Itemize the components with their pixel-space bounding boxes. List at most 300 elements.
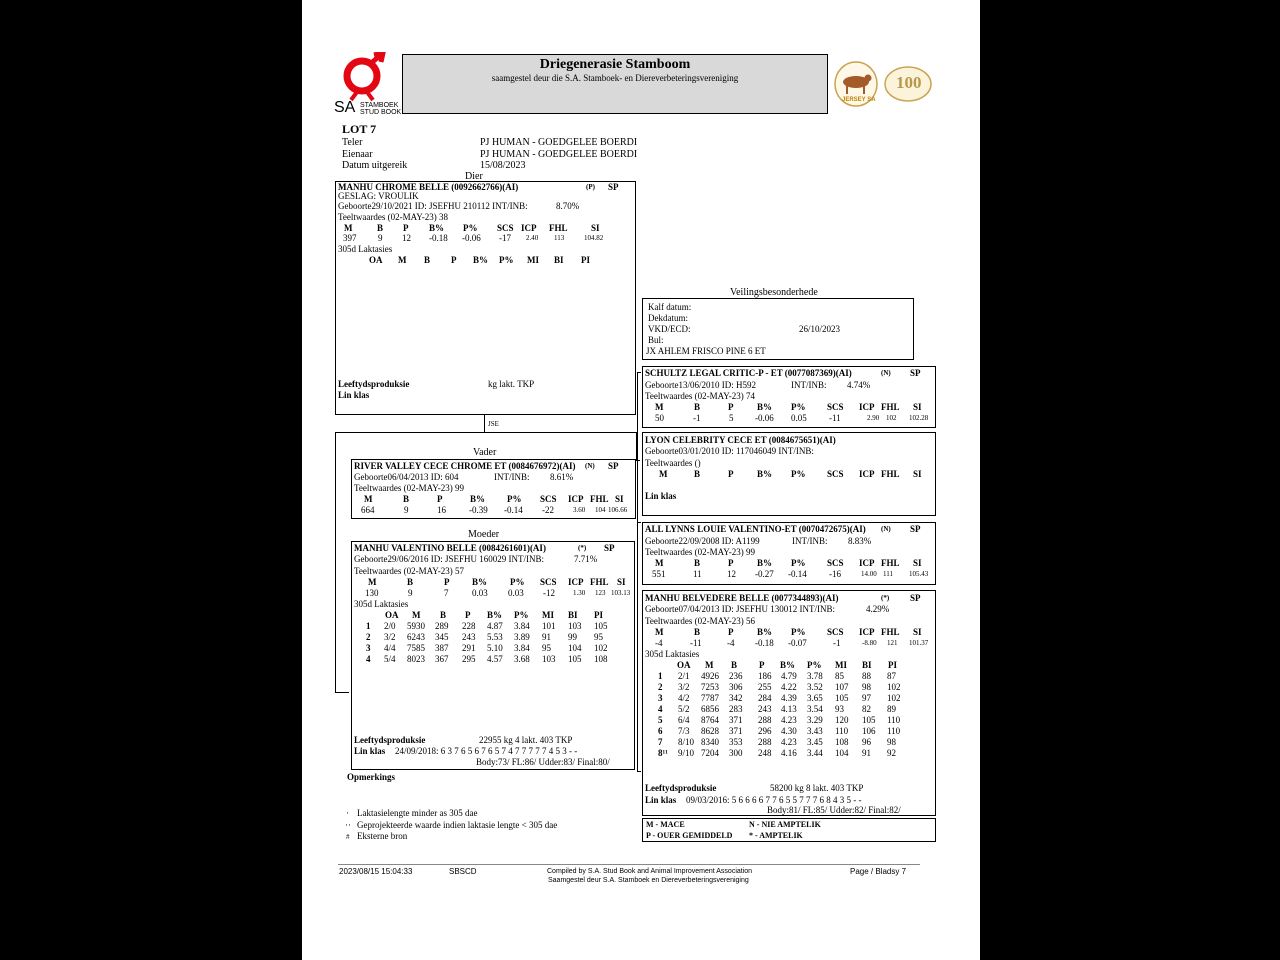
- mv-birth: Geboorte22/09/2008 ID: A1199: [645, 536, 760, 546]
- mm-lakt-title: 305d Laktasies: [645, 649, 700, 659]
- lakt-header: B: [731, 660, 738, 670]
- footer-page: Page / Bladsy 7: [850, 867, 907, 876]
- lakt-cell: 3.29: [807, 715, 823, 725]
- bv-header: P: [444, 577, 450, 587]
- vader-inb-label: INT/INB:: [494, 472, 530, 482]
- bv-header: M: [344, 223, 353, 233]
- bv-value: -4: [727, 638, 735, 648]
- lakt-header: MI: [542, 610, 554, 620]
- dier-lin-label: Lin klas: [338, 390, 370, 400]
- lakt-cell: 4.39: [781, 693, 797, 703]
- vv-flag-sp: SP: [910, 368, 921, 378]
- bv-header: SCS: [540, 494, 557, 504]
- footnote-symbol: ··: [345, 820, 351, 830]
- lakt-cell: 4/2: [678, 693, 690, 703]
- bv-header: B%: [757, 402, 773, 412]
- bv-header: SI: [913, 558, 922, 568]
- bv-value: 105.43: [909, 570, 929, 578]
- lakt-cell: 102: [887, 682, 901, 692]
- dier-section-label: Dier: [465, 171, 483, 182]
- lakt-cell: 306: [729, 682, 743, 692]
- footer-compiled-en: Compiled by S.A. Stud Book and Animal Improvement Association: [547, 868, 753, 875]
- vv-birth: Geboorte13/06/2010 ID: H592: [645, 380, 756, 390]
- mm-flag-sp: SP: [910, 593, 921, 603]
- lakt-cell: 4926: [701, 671, 719, 681]
- bv-value: 106.66: [608, 506, 628, 514]
- lakt-header: B: [424, 255, 431, 265]
- veiling-vkd-label: VKD/ECD:: [648, 324, 691, 334]
- bv-value: 123: [595, 589, 606, 597]
- veiling-dek: Dekdatum:: [648, 313, 688, 323]
- lakt-cell: 5930: [407, 621, 425, 631]
- lakt-cell: 3.78: [807, 671, 823, 681]
- mm-name: MANHU BELVEDERE BELLE (0077344893)(AI): [645, 593, 839, 603]
- lakt-cell: 3.68: [514, 654, 530, 664]
- bv-value: -0.14: [788, 569, 807, 579]
- lakt-cell: 5/2: [678, 704, 690, 714]
- teler-value: PJ HUMAN - GOEDGELEE BOERDI: [480, 137, 638, 148]
- lakt-cell: 3: [366, 643, 371, 653]
- bv-value: -12: [543, 588, 555, 598]
- lakt-cell: 8340: [701, 737, 719, 747]
- lakt-header: PI: [581, 255, 590, 265]
- lakt-cell: 110: [887, 726, 901, 736]
- vm-teeltwaardes: Teeltwaardes (): [645, 458, 701, 468]
- lakt-cell: 8764: [701, 715, 719, 725]
- dier-geslag: GESLAG: VROULIK: [338, 191, 419, 201]
- lakt-header: P%: [807, 660, 822, 670]
- bv-value: 12: [727, 569, 736, 579]
- lakt-cell: 8¹¹: [658, 748, 668, 758]
- lakt-cell: 107: [835, 682, 849, 692]
- footer-rule: [338, 864, 920, 865]
- lakt-header: BI: [568, 610, 578, 620]
- bv-header: P: [728, 558, 734, 568]
- bv-header: B%: [429, 223, 445, 233]
- moeder-name: MANHU VALENTINO BELLE (0084261601)(AI): [354, 543, 546, 553]
- bv-value: -0.18: [755, 638, 774, 648]
- lakt-cell: 288: [758, 737, 772, 747]
- bv-value: 2.40: [526, 234, 539, 242]
- lakt-cell: 8023: [407, 654, 425, 664]
- bv-value: 0.03: [508, 588, 524, 598]
- lakt-cell: 296: [758, 726, 772, 736]
- lakt-cell: 105: [835, 693, 849, 703]
- lakt-cell: 110: [887, 715, 901, 725]
- moeder-inb: 7.71%: [574, 554, 598, 564]
- lakt-cell: 6243: [407, 632, 425, 642]
- lakt-cell: 228: [462, 621, 476, 631]
- lakt-cell: 3: [658, 693, 663, 703]
- lakt-cell: 4.23: [781, 715, 797, 725]
- lakt-cell: 3.44: [807, 748, 823, 758]
- lakt-cell: 96: [862, 737, 871, 747]
- bv-header: ICP: [859, 627, 875, 637]
- bv-header: ICP: [568, 494, 584, 504]
- legend-box: [642, 818, 936, 842]
- jersey-sa-text: JERSEY SA: [842, 97, 876, 103]
- bv-header: ICP: [859, 402, 875, 412]
- lakt-cell: 8628: [701, 726, 719, 736]
- lakt-cell: 108: [594, 654, 608, 664]
- lakt-cell: 243: [462, 632, 476, 642]
- vader-section-label: Vader: [473, 447, 497, 458]
- dier-teeltwaardes: Teeltwaardes (02-MAY-23) 38: [338, 212, 449, 222]
- bv-value: 397: [343, 233, 357, 243]
- lakt-cell: 284: [758, 693, 772, 703]
- mm-body: Body:81/ FL:85/ Udder:82/ Final:82/: [767, 805, 901, 815]
- moeder-lin-value: 24/09/2018: 6 3 7 6 5 6 7 6 5 7 4 7 7 7 7 7 4 5 3 - -: [395, 746, 578, 756]
- lakt-cell: 97: [862, 693, 871, 703]
- lakt-cell: 4.22: [781, 682, 797, 692]
- bv-value: -11: [690, 638, 702, 648]
- mv-inb: 8.83%: [848, 536, 872, 546]
- lakt-cell: 92: [887, 748, 896, 758]
- mm-inb: 4.29%: [866, 604, 890, 614]
- bv-header: M: [655, 627, 664, 637]
- mv-inb-label: INT/INB:: [792, 536, 828, 546]
- lakt-header: B%: [473, 255, 489, 265]
- lakt-cell: 5: [658, 715, 663, 725]
- bv-header: SI: [591, 223, 600, 233]
- lakt-cell: 4.79: [781, 671, 797, 681]
- bv-header: FHL: [881, 558, 900, 568]
- bv-header: SCS: [540, 577, 557, 587]
- bv-value: -16: [829, 569, 841, 579]
- lakt-cell: 3.65: [807, 693, 823, 703]
- footnote-symbol: ·: [346, 808, 349, 818]
- bv-header: ICP: [568, 577, 584, 587]
- mm-teeltwaardes: Teeltwaardes (02-MAY-23) 56: [645, 616, 756, 626]
- bv-header: FHL: [881, 627, 900, 637]
- bv-value: 111: [883, 570, 893, 578]
- lakt-cell: 6: [658, 726, 663, 736]
- lakt-cell: 3/2: [384, 632, 396, 642]
- bv-header: P: [728, 402, 734, 412]
- lakt-cell: 236: [729, 671, 743, 681]
- bv-header: P%: [791, 627, 806, 637]
- lakt-cell: 104: [568, 643, 582, 653]
- bv-value: 12: [402, 233, 411, 243]
- lakt-cell: 186: [758, 671, 772, 681]
- lakt-cell: 288: [758, 715, 772, 725]
- legend-m: M - MACE: [646, 820, 685, 829]
- lakt-cell: 4.87: [487, 621, 503, 631]
- bv-header: FHL: [590, 494, 609, 504]
- veiling-kalf: Kalf datum:: [648, 302, 692, 312]
- lakt-cell: 98: [862, 682, 871, 692]
- mm-prod-label: Leeftydsproduksie: [645, 783, 717, 793]
- bv-value: 102.28: [909, 414, 929, 422]
- lakt-cell: 106: [862, 726, 876, 736]
- lakt-cell: 7787: [701, 693, 719, 703]
- lakt-cell: 93: [835, 704, 844, 714]
- lakt-cell: 110: [835, 726, 849, 736]
- vader-teeltwaardes: Teeltwaardes (02-MAY-23) 99: [354, 483, 465, 493]
- mv-flag-n: (N): [881, 525, 891, 533]
- logo-stamboek-text: STAMBOEK: [360, 102, 399, 109]
- moeder-birth: Geboorte29/06/2016 ID: JSEFHU 160029 INT/INB:: [354, 554, 544, 564]
- lakt-cell: 85: [835, 671, 844, 681]
- lakt-cell: 3.43: [807, 726, 823, 736]
- bv-value: 104: [595, 506, 606, 514]
- moeder-teeltwaardes: Teeltwaardes (02-MAY-23) 57: [354, 566, 465, 576]
- bv-header: ICP: [521, 223, 537, 233]
- lakt-header: B: [440, 610, 447, 620]
- bv-header: P%: [463, 223, 478, 233]
- bv-value: 5: [729, 413, 734, 423]
- bv-header: P%: [791, 558, 806, 568]
- lakt-cell: 101: [542, 621, 556, 631]
- bv-value: -22: [542, 505, 554, 515]
- bv-header: B%: [472, 577, 488, 587]
- lot-number: LOT 7: [342, 122, 377, 136]
- page-title: Driegenerasie Stamboom: [539, 57, 691, 72]
- bv-header: B: [403, 494, 410, 504]
- dier-lakt-title: 305d Laktasies: [338, 244, 393, 254]
- connector-line: [335, 692, 349, 693]
- bv-header: B: [407, 577, 414, 587]
- bv-value: 551: [652, 569, 666, 579]
- lakt-header: B%: [487, 610, 503, 620]
- lakt-cell: 2/1: [678, 671, 690, 681]
- lakt-cell: 295: [462, 654, 476, 664]
- bv-header: P: [728, 469, 734, 479]
- vader-box: [351, 459, 636, 519]
- logo-studbook-text: STUD BOOK: [360, 109, 402, 116]
- lakt-cell: 7: [658, 737, 663, 747]
- moeder-section-label: Moeder: [468, 529, 500, 540]
- lakt-cell: 4/4: [384, 643, 396, 653]
- bv-value: -11: [829, 413, 841, 423]
- lakt-cell: 99: [568, 632, 577, 642]
- dier-prod-value: kg lakt. TKP: [488, 379, 535, 389]
- dier-prod-label: Leeftydsproduksie: [338, 379, 410, 389]
- bv-value: -0.39: [469, 505, 488, 515]
- bv-header: M: [364, 494, 373, 504]
- footnote-text: Laktasielengte minder as 305 dae: [357, 808, 478, 818]
- studbook-symbol-icon: [334, 52, 404, 102]
- lakt-cell: 3.45: [807, 737, 823, 747]
- mv-teeltwaardes: Teeltwaardes (02-MAY-23) 99: [645, 547, 756, 557]
- vader-moeder-box: [642, 432, 936, 516]
- vader-name: RIVER VALLEY CECE CHROME ET (0084676972)(AI): [354, 461, 576, 471]
- eienaar-value: PJ HUMAN - GOEDGELEE BOERDI: [480, 149, 638, 160]
- datum-value: 15/08/2023: [480, 160, 526, 171]
- veiling-box: [642, 298, 914, 360]
- dier-box: [335, 181, 636, 415]
- lakt-header: P%: [514, 610, 529, 620]
- bv-header: B%: [470, 494, 486, 504]
- veiling-title: Veilingsbesonderhede: [730, 287, 818, 298]
- bv-header: FHL: [881, 402, 900, 412]
- vader-birth: Geboorte06/04/2013 ID: 604: [354, 472, 459, 482]
- lakt-cell: 4.57: [487, 654, 503, 664]
- dier-breed: JSE: [488, 420, 499, 428]
- bv-value: -0.07: [788, 638, 807, 648]
- lakt-header: BI: [862, 660, 872, 670]
- lakt-cell: 3.54: [807, 704, 823, 714]
- bv-header: FHL: [590, 577, 609, 587]
- mm-lin-label: Lin klas: [645, 795, 677, 805]
- vader-flag-sp: SP: [608, 461, 619, 471]
- lakt-cell: 1: [366, 621, 371, 631]
- lakt-cell: 342: [729, 693, 743, 703]
- lakt-cell: 371: [729, 726, 743, 736]
- footnote-text: Geprojekteerde waarde indien laktasie lengte < 305 dae: [357, 820, 558, 830]
- lakt-header: OA: [369, 255, 383, 265]
- moeder-moeder-box: [642, 590, 936, 816]
- bv-value: 104.82: [584, 234, 604, 242]
- lakt-cell: 291: [462, 643, 476, 653]
- lakt-cell: 2/0: [384, 621, 396, 631]
- lakt-cell: 95: [594, 632, 603, 642]
- bv-value: 102: [886, 414, 897, 422]
- dier-flag-sp: SP: [608, 182, 619, 192]
- bv-header: B%: [757, 469, 773, 479]
- lakt-cell: 3.52: [807, 682, 823, 692]
- bv-value: 101.37: [909, 639, 929, 647]
- bv-header: P: [437, 494, 443, 504]
- bv-header: B%: [757, 558, 773, 568]
- footer-code: SBSCD: [449, 867, 477, 876]
- bv-header: SCS: [827, 402, 844, 412]
- bv-header: P: [403, 223, 409, 233]
- lakt-cell: 4.13: [781, 704, 797, 714]
- bv-header: M: [368, 577, 377, 587]
- bv-value: 113: [554, 234, 565, 242]
- vv-inb: 4.74%: [847, 380, 871, 390]
- bv-header: M: [655, 558, 664, 568]
- connector-line: [637, 522, 641, 523]
- bv-header: SI: [913, 627, 922, 637]
- legend-n: N - NIE AMPTELIK: [749, 820, 821, 829]
- footnote-text: Eksterne bron: [357, 831, 408, 841]
- lakt-cell: 105: [568, 654, 582, 664]
- bv-value: 103.13: [611, 589, 631, 597]
- bv-value: -17: [499, 233, 511, 243]
- moeder-box: [351, 541, 635, 770]
- connector-line: [637, 372, 638, 772]
- bv-value: -4: [655, 638, 663, 648]
- lakt-cell: 387: [435, 643, 449, 653]
- legend-star: * - AMPTELIK: [749, 831, 803, 840]
- lakt-cell: 5.53: [487, 632, 503, 642]
- vv-name: SCHULTZ LEGAL CRITIC-P - ET (0077087369)(AI): [645, 368, 852, 378]
- moeder-lakt-table: [352, 610, 636, 710]
- bv-header: M: [659, 469, 668, 479]
- lakt-cell: 5.10: [487, 643, 503, 653]
- bv-header: SCS: [827, 558, 844, 568]
- bv-header: P: [728, 627, 734, 637]
- lakt-cell: 7585: [407, 643, 425, 653]
- lakt-cell: 8/10: [678, 737, 695, 747]
- connector-line: [484, 415, 485, 433]
- bv-header: P%: [791, 402, 806, 412]
- lakt-cell: 300: [729, 748, 743, 758]
- lakt-header: M: [398, 255, 407, 265]
- bv-value: 664: [361, 505, 375, 515]
- bv-value: 9: [378, 233, 383, 243]
- bv-header: SI: [615, 494, 624, 504]
- lakt-cell: 105: [862, 715, 876, 725]
- lakt-header: P: [465, 610, 471, 620]
- page-subtitle: saamgestel deur die S.A. Stamboek- en Diereverbeteringsvereniging: [491, 73, 739, 83]
- lakt-cell: 120: [835, 715, 849, 725]
- moeder-lin-label: Lin klas: [354, 746, 386, 756]
- moeder-flag-sp: SP: [604, 543, 615, 553]
- bv-value: 130: [365, 588, 379, 598]
- lakt-header: P: [759, 660, 765, 670]
- dier-flag-p: (P): [586, 183, 595, 191]
- lakt-cell: 3.89: [514, 632, 530, 642]
- lakt-cell: 4.30: [781, 726, 797, 736]
- bv-header: P%: [507, 494, 522, 504]
- bv-header: SCS: [827, 469, 844, 479]
- lakt-cell: 3.84: [514, 643, 530, 653]
- bv-value: -0.18: [429, 233, 448, 243]
- dier-inb: 8.70%: [556, 201, 580, 211]
- lakt-header: PI: [594, 610, 603, 620]
- dier-birth: Geboorte29/10/2021 ID: JSEFHU 210112 INT/INB:: [338, 201, 528, 211]
- bv-value: 9: [404, 505, 409, 515]
- bv-header: FHL: [881, 469, 900, 479]
- lakt-cell: 3.84: [514, 621, 530, 631]
- bv-value: 1.30: [573, 589, 586, 597]
- mv-name: ALL LYNNS LOUIE VALENTINO-ET (0070472675)(AI): [645, 524, 866, 534]
- bv-header: FHL: [549, 223, 568, 233]
- bv-value: 14.00: [861, 570, 877, 578]
- pedigree-document-page: [302, 0, 980, 960]
- bv-header: B: [694, 402, 701, 412]
- lakt-header: P%: [499, 255, 514, 265]
- lakt-header: M: [705, 660, 714, 670]
- lakt-cell: 5/4: [384, 654, 396, 664]
- bv-header: SI: [913, 469, 922, 479]
- mm-prod-value: 58200 kg 8 lakt. 403 TKP: [770, 783, 864, 793]
- lakt-cell: 6/4: [678, 715, 690, 725]
- bv-value: 0.05: [791, 413, 807, 423]
- lakt-cell: 289: [435, 621, 449, 631]
- lakt-cell: 371: [729, 715, 743, 725]
- bv-header: B: [694, 627, 701, 637]
- vm-lin-label: Lin klas: [645, 491, 677, 501]
- bv-header: ICP: [859, 469, 875, 479]
- vader-flag-n: (N): [585, 462, 595, 470]
- vm-birth: Geboorte03/01/2010 ID: 117046049 INT/INB:: [645, 446, 814, 456]
- connector-line: [637, 771, 641, 772]
- dier-name: MANHU CHROME BELLE (0092662766)(AI): [338, 182, 519, 192]
- lakt-cell: 7/3: [678, 726, 690, 736]
- lakt-cell: 248: [758, 748, 772, 758]
- lakt-cell: 345: [435, 632, 449, 642]
- legend-p: P - OUER GEMIDDELD: [646, 831, 733, 840]
- bv-value: -1: [833, 638, 841, 648]
- lakt-cell: 108: [835, 737, 849, 747]
- bv-value: -0.14: [504, 505, 523, 515]
- bv-header: B: [694, 469, 701, 479]
- bv-value: 50: [655, 413, 664, 423]
- lakt-header: P: [451, 255, 457, 265]
- lakt-cell: 105: [594, 621, 608, 631]
- lakt-cell: 3/2: [678, 682, 690, 692]
- lakt-cell: 7204: [701, 748, 719, 758]
- lakt-cell: 1: [658, 671, 663, 681]
- bv-value: 11: [693, 569, 702, 579]
- lakt-header: MI: [527, 255, 539, 265]
- bv-value: 121: [887, 639, 898, 647]
- bv-header: B: [377, 223, 384, 233]
